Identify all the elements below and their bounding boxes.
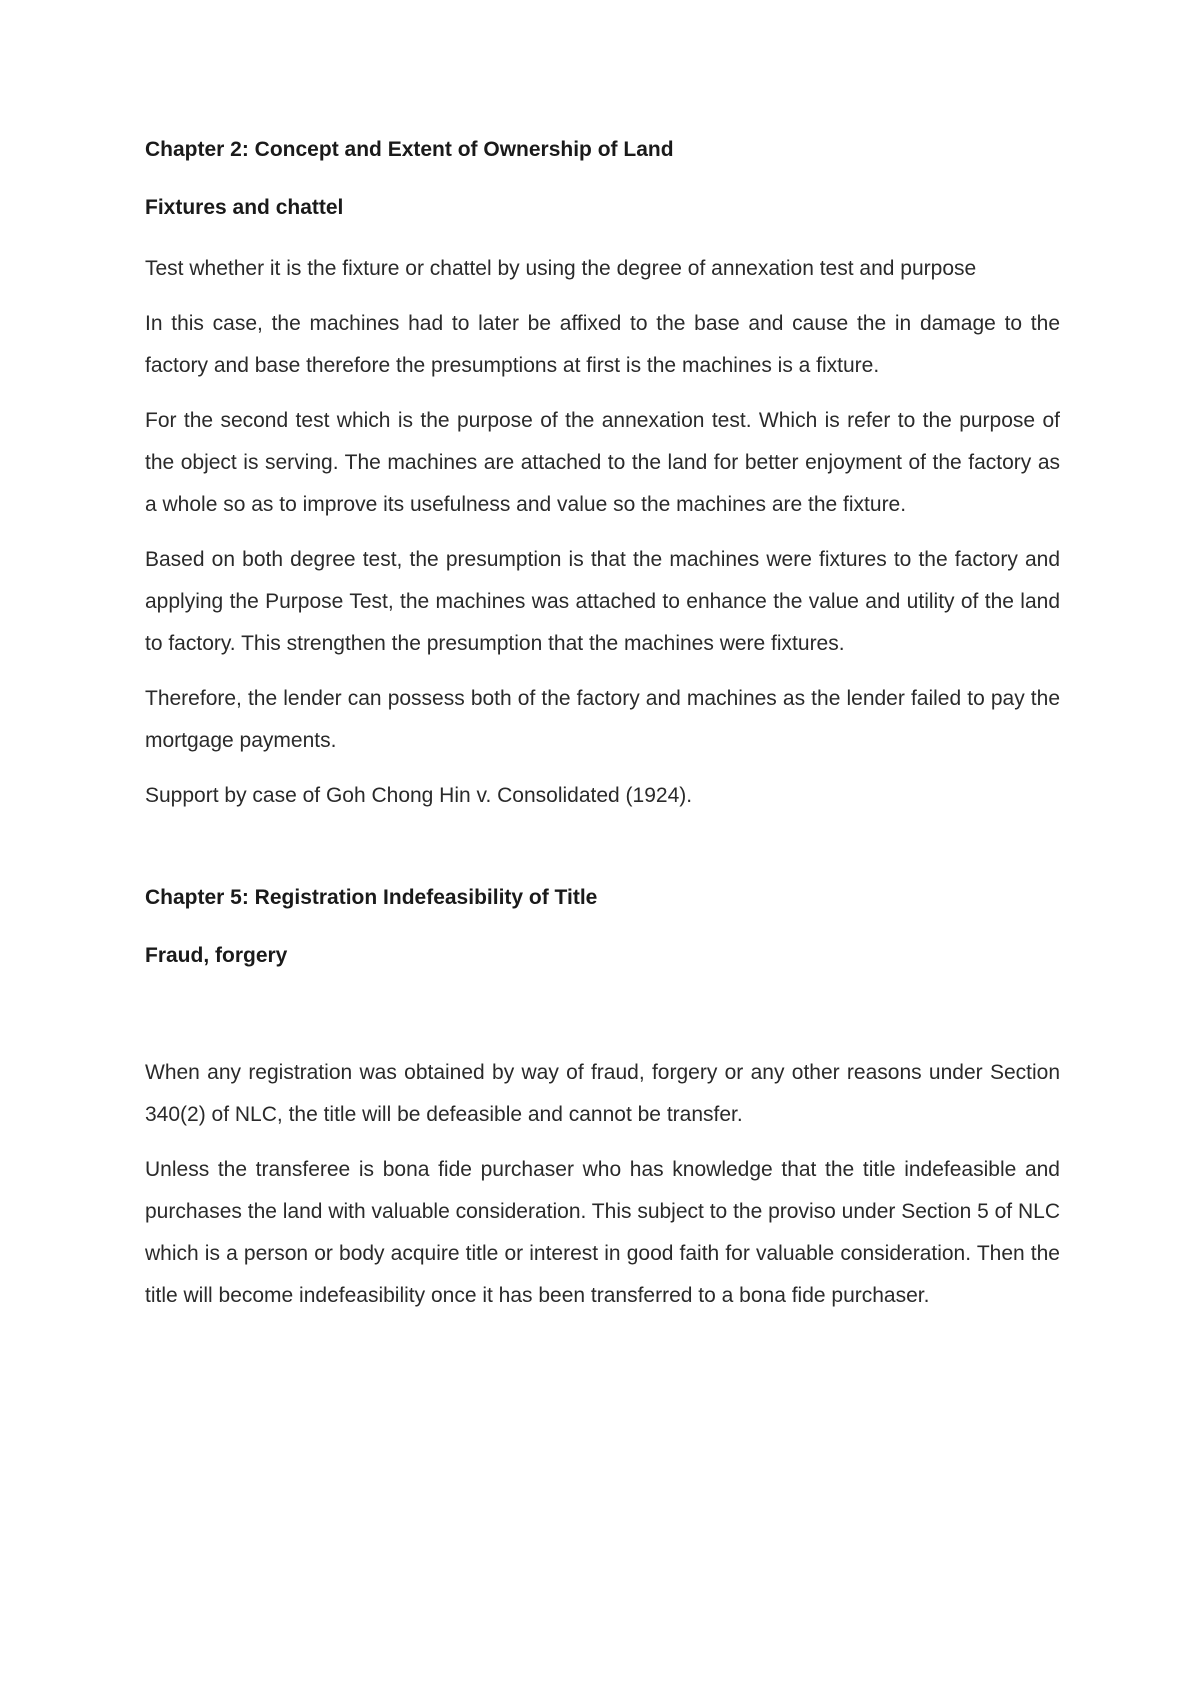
chapter-5-title: Chapter 5: Registration Indefeasibility of Title bbox=[145, 886, 598, 909]
chapter-2-title: Chapter 2: Concept and Extent of Ownership of Land bbox=[145, 138, 674, 161]
paragraph: When any registration was obtained by way of fraud, forgery or any other reasons under Section 340(2) of NLC, the title will be defeasible and cannot be transfer. bbox=[145, 1061, 1060, 1126]
paragraph: Test whether it is the fixture or chattel by using the degree of annexation test and purpose bbox=[145, 257, 977, 280]
fraud-subtitle: Fraud, forgery bbox=[145, 944, 288, 967]
section-spacer bbox=[145, 830, 1060, 880]
section-spacer bbox=[145, 996, 1060, 1052]
paragraph: In this case, the machines had to later be affixed to the base and cause the in damage to the factory and base therefore the presumptions at first is the machines is a fixture. bbox=[145, 312, 1060, 377]
paragraph: For the second test which is the purpose of the annexation test. Which is refer to the purpose of the object is serving. The machines are attached to the land for better enjoyment of the factory as a whole so as to improve its usefulness and value so the machines are the fixture. bbox=[145, 409, 1060, 516]
document-page bbox=[145, 132, 1060, 1330]
paragraph: Support by case of Goh Chong Hin v. Consolidated (1924). bbox=[145, 784, 693, 807]
paragraph: Therefore, the lender can possess both of the factory and machines as the lender failed to pay the mortgage payments. bbox=[145, 687, 1060, 752]
paragraph: Unless the transferee is bona fide purchaser who has knowledge that the title indefeasible and purchases the land with valuable consideration. This subject to the proviso under Section 5 of NLC which is a person or body acquire title or interest in good faith for valuable consideration. Then the title will become indefeasibility once it has been transferred to a bona fide purchaser. bbox=[145, 1158, 1060, 1307]
fixtures-subtitle: Fixtures and chattel bbox=[145, 196, 344, 219]
paragraph: Based on both degree test, the presumption is that the machines were fixtures to the factory and applying the Purpose Test, the machines was attached to enhance the value and utility of the land to factory. This strengthen the presumption that the machines were fixtures. bbox=[145, 548, 1060, 655]
